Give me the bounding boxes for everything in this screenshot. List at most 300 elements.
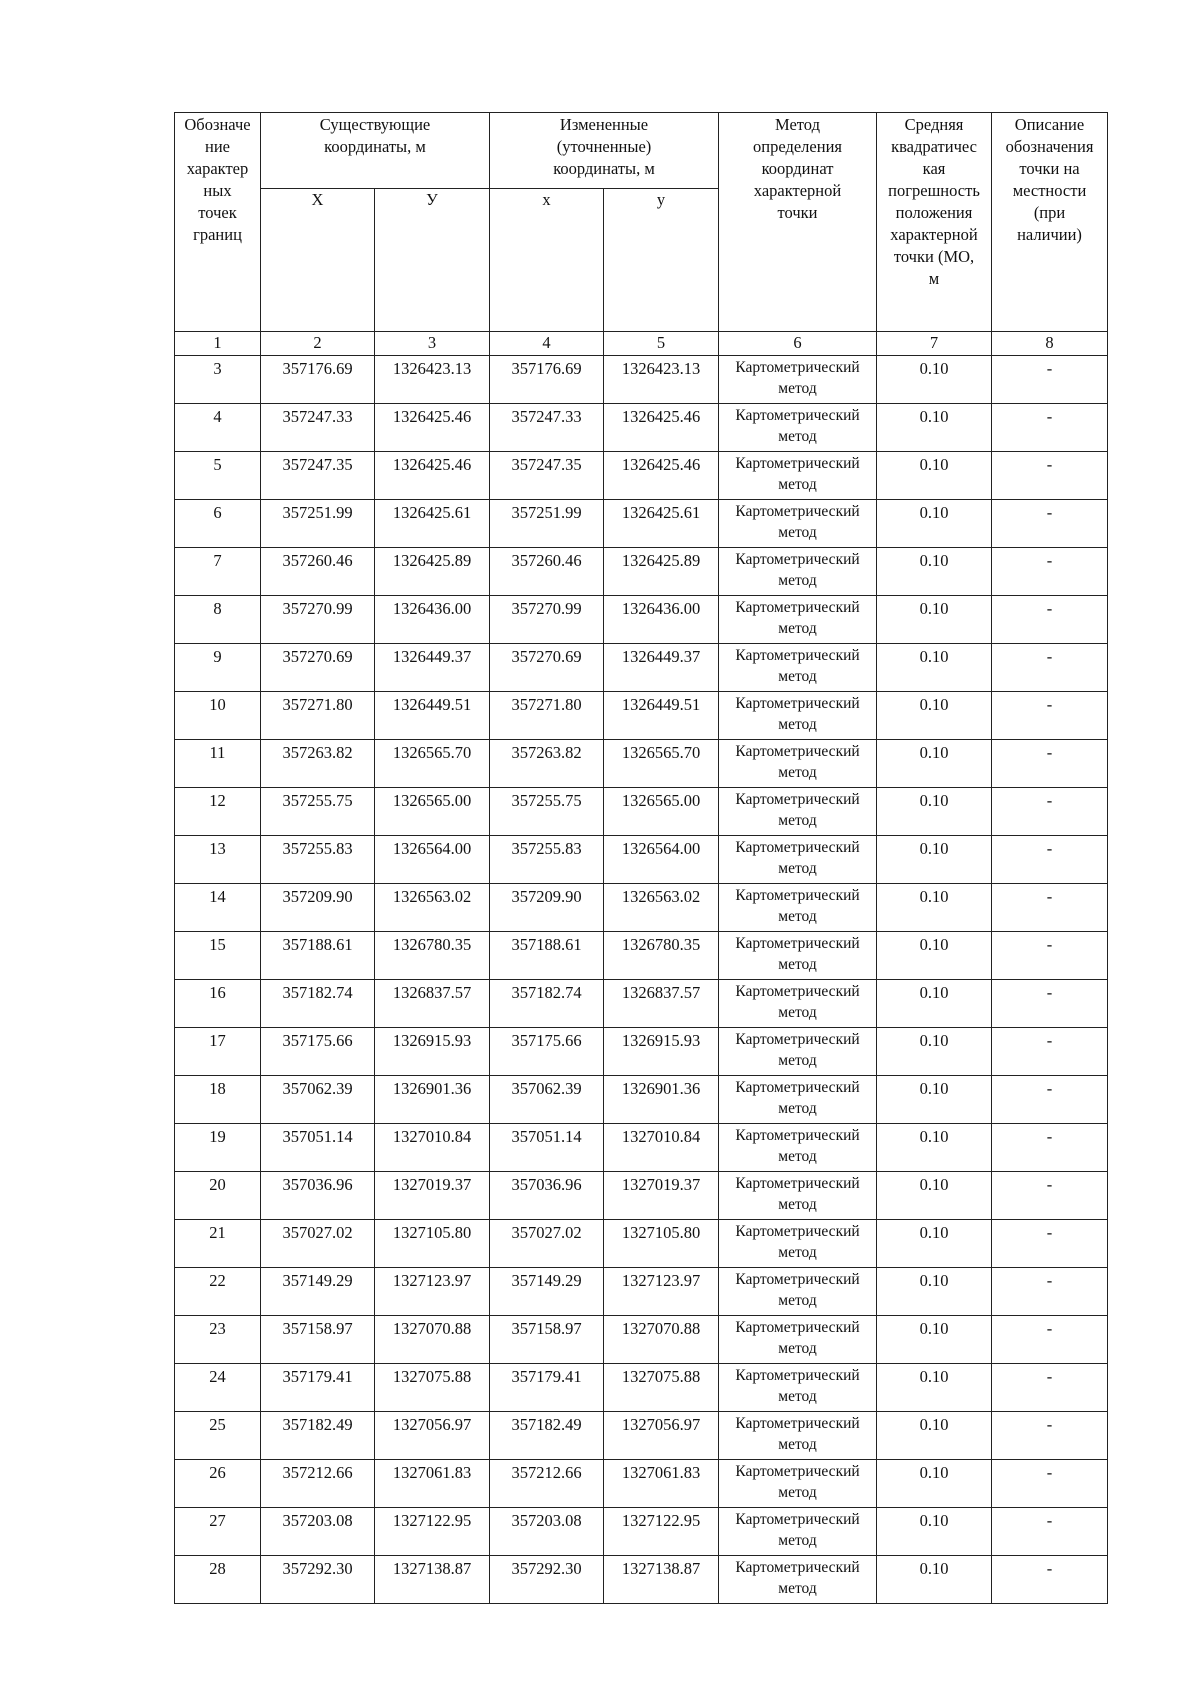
method-cell xyxy=(719,884,877,932)
changed-y-cell: 1326449.37 xyxy=(604,644,719,692)
existing-x-cell: 357260.46 xyxy=(261,548,375,596)
existing-x-cell: 357158.97 xyxy=(261,1316,375,1364)
mean-error-cell: 0.10 xyxy=(877,740,992,788)
existing-y-cell: 1326565.70 xyxy=(375,740,490,788)
table-row xyxy=(175,500,1108,548)
existing-y-cell: 1326837.57 xyxy=(375,980,490,1028)
changed-x-cell: 357270.99 xyxy=(490,596,604,644)
changed-y-cell: 1326837.57 xyxy=(604,980,719,1028)
method-line: метод xyxy=(778,1484,817,1501)
method-line: метод xyxy=(778,380,817,397)
mean-error-cell: 0.10 xyxy=(877,356,992,404)
point-number: 12 xyxy=(175,788,261,836)
changed-y-cell: 1326425.89 xyxy=(604,548,719,596)
description-cell: - xyxy=(992,1124,1108,1172)
changed-x-cell: 357176.69 xyxy=(490,356,604,404)
existing-x-cell: 357175.66 xyxy=(261,1028,375,1076)
description-cell: - xyxy=(992,1076,1108,1124)
description-cell: - xyxy=(992,452,1108,500)
mean-error-cell: 0.10 xyxy=(877,1412,992,1460)
method-line: метод xyxy=(778,812,817,829)
method-line: Картометрический xyxy=(735,599,860,616)
existing-y-cell: 1326449.51 xyxy=(375,692,490,740)
existing-x-cell: 357179.41 xyxy=(261,1364,375,1412)
existing-y-cell: 1327061.83 xyxy=(375,1460,490,1508)
table-row xyxy=(175,1172,1108,1220)
description-cell: - xyxy=(992,1364,1108,1412)
existing-y-cell: 1326425.89 xyxy=(375,548,490,596)
existing-y-cell: 1326564.00 xyxy=(375,836,490,884)
changed-y-cell: 1326915.93 xyxy=(604,1028,719,1076)
point-number: 19 xyxy=(175,1124,261,1172)
method-line: метод xyxy=(778,1388,817,1405)
mean-error-cell: 0.10 xyxy=(877,1172,992,1220)
method-line: Картометрический xyxy=(735,1031,860,1048)
existing-y-cell: 1327010.84 xyxy=(375,1124,490,1172)
method-line: метод xyxy=(778,668,817,685)
header-line: определения xyxy=(753,137,842,156)
table-row xyxy=(175,1028,1108,1076)
existing-y-cell: 1326425.46 xyxy=(375,404,490,452)
existing-x-cell: 357255.83 xyxy=(261,836,375,884)
header-line: Существующие xyxy=(319,115,431,134)
existing-x-cell: 357188.61 xyxy=(261,932,375,980)
description-cell: - xyxy=(992,1412,1108,1460)
mean-error-cell: 0.10 xyxy=(877,1364,992,1412)
point-number: 26 xyxy=(175,1460,261,1508)
changed-y-cell: 1326449.51 xyxy=(604,692,719,740)
changed-x-cell: 357179.41 xyxy=(490,1364,604,1412)
existing-y-cell: 1327138.87 xyxy=(375,1556,490,1604)
changed-y-cell: 1326565.70 xyxy=(604,740,719,788)
header-line: м xyxy=(928,269,940,288)
changed-x-cell: 357255.75 xyxy=(490,788,604,836)
table-row xyxy=(175,1556,1108,1604)
existing-y-cell: 1327122.95 xyxy=(375,1508,490,1556)
existing-x-cell: 357176.69 xyxy=(261,356,375,404)
mean-error-cell: 0.10 xyxy=(877,500,992,548)
changed-x-cell: 357247.33 xyxy=(490,404,604,452)
column-number: 6 xyxy=(719,332,877,356)
mean-error-cell: 0.10 xyxy=(877,644,992,692)
method-line: метод xyxy=(778,1196,817,1213)
method-line: Картометрический xyxy=(735,839,860,856)
changed-y-cell: 1326565.00 xyxy=(604,788,719,836)
existing-x-cell: 357247.33 xyxy=(261,404,375,452)
description-cell: - xyxy=(992,1316,1108,1364)
method-line: Картометрический xyxy=(735,1559,860,1576)
header-changed-x: х xyxy=(490,189,604,332)
table-row xyxy=(175,932,1108,980)
method-cell xyxy=(719,596,877,644)
table-row xyxy=(175,356,1108,404)
method-line: метод xyxy=(778,1292,817,1309)
table-row xyxy=(175,788,1108,836)
changed-y-cell: 1327061.83 xyxy=(604,1460,719,1508)
existing-x-cell: 357203.08 xyxy=(261,1508,375,1556)
coordinates-table xyxy=(174,112,1108,1604)
existing-y-cell: 1326563.02 xyxy=(375,884,490,932)
header-line: координат xyxy=(761,159,834,178)
description-cell: - xyxy=(992,404,1108,452)
mean-error-cell: 0.10 xyxy=(877,1124,992,1172)
existing-x-cell: 357036.96 xyxy=(261,1172,375,1220)
changed-x-cell: 357182.49 xyxy=(490,1412,604,1460)
point-number: 4 xyxy=(175,404,261,452)
method-line: Картометрический xyxy=(735,1463,860,1480)
method-line: метод xyxy=(778,1532,817,1549)
description-cell: - xyxy=(992,740,1108,788)
existing-x-cell: 357027.02 xyxy=(261,1220,375,1268)
header-line: кая xyxy=(922,159,946,178)
method-line: Картометрический xyxy=(735,1367,860,1384)
method-cell xyxy=(719,1364,877,1412)
method-cell xyxy=(719,1124,877,1172)
table-body xyxy=(175,113,1108,1604)
mean-error-cell: 0.10 xyxy=(877,1460,992,1508)
method-line: Картометрический xyxy=(735,1319,860,1336)
method-cell xyxy=(719,980,877,1028)
method-line: метод xyxy=(778,572,817,589)
point-number: 9 xyxy=(175,644,261,692)
method-cell xyxy=(719,548,877,596)
header-line: характерной xyxy=(890,225,978,244)
table-row xyxy=(175,1220,1108,1268)
changed-y-cell: 1326780.35 xyxy=(604,932,719,980)
description-cell: - xyxy=(992,1172,1108,1220)
header-line: (при xyxy=(1033,203,1066,222)
method-cell xyxy=(719,1508,877,1556)
method-line: Картометрический xyxy=(735,455,860,472)
changed-y-cell: 1326423.13 xyxy=(604,356,719,404)
method-line: метод xyxy=(778,860,817,877)
header-line: точки (МО, xyxy=(893,247,975,266)
point-number: 17 xyxy=(175,1028,261,1076)
column-number: 3 xyxy=(375,332,490,356)
point-number: 24 xyxy=(175,1364,261,1412)
mean-error-cell: 0.10 xyxy=(877,1268,992,1316)
table-row xyxy=(175,596,1108,644)
changed-x-cell: 357027.02 xyxy=(490,1220,604,1268)
point-number: 16 xyxy=(175,980,261,1028)
table-row xyxy=(175,884,1108,932)
method-line: Картометрический xyxy=(735,1079,860,1096)
existing-y-cell: 1327075.88 xyxy=(375,1364,490,1412)
method-cell xyxy=(719,1268,877,1316)
method-line: метод xyxy=(778,1244,817,1261)
method-cell xyxy=(719,1460,877,1508)
method-line: Картометрический xyxy=(735,359,860,376)
method-cell xyxy=(719,1412,877,1460)
existing-x-cell: 357270.69 xyxy=(261,644,375,692)
existing-y-cell: 1326425.46 xyxy=(375,452,490,500)
method-cell xyxy=(719,1556,877,1604)
existing-x-cell: 357062.39 xyxy=(261,1076,375,1124)
method-line: Картометрический xyxy=(735,887,860,904)
method-cell xyxy=(719,692,877,740)
method-line: Картометрический xyxy=(735,1175,860,1192)
mean-error-cell: 0.10 xyxy=(877,932,992,980)
table-row xyxy=(175,1412,1108,1460)
changed-y-cell: 1326425.46 xyxy=(604,452,719,500)
column-number: 2 xyxy=(261,332,375,356)
existing-x-cell: 357263.82 xyxy=(261,740,375,788)
changed-y-cell: 1327019.37 xyxy=(604,1172,719,1220)
existing-x-cell: 357270.99 xyxy=(261,596,375,644)
mean-error-cell: 0.10 xyxy=(877,1028,992,1076)
existing-y-cell: 1327019.37 xyxy=(375,1172,490,1220)
changed-x-cell: 357182.74 xyxy=(490,980,604,1028)
method-line: Картометрический xyxy=(735,1415,860,1432)
header-changed-coords xyxy=(490,113,719,189)
header-description xyxy=(992,113,1108,332)
method-line: метод xyxy=(778,1580,817,1597)
table-row xyxy=(175,404,1108,452)
header-line: характерной xyxy=(753,181,842,200)
existing-y-cell: 1326449.37 xyxy=(375,644,490,692)
existing-x-cell: 357209.90 xyxy=(261,884,375,932)
method-line: метод xyxy=(778,476,817,493)
point-number: 22 xyxy=(175,1268,261,1316)
description-cell: - xyxy=(992,1028,1108,1076)
method-line: метод xyxy=(778,1100,817,1117)
mean-error-cell: 0.10 xyxy=(877,596,992,644)
existing-x-cell: 357212.66 xyxy=(261,1460,375,1508)
header-line: характер xyxy=(186,159,249,178)
header-existing-coords xyxy=(261,113,490,189)
header-existing-y: У xyxy=(375,189,490,332)
changed-y-cell: 1326425.46 xyxy=(604,404,719,452)
header-line: Описание xyxy=(1014,115,1085,134)
method-line: метод xyxy=(778,1004,817,1021)
point-number: 6 xyxy=(175,500,261,548)
header-line: границ xyxy=(193,225,242,244)
existing-x-cell: 357271.80 xyxy=(261,692,375,740)
point-number: 14 xyxy=(175,884,261,932)
header-line: Обозначе xyxy=(184,115,251,134)
changed-x-cell: 357212.66 xyxy=(490,1460,604,1508)
table-row xyxy=(175,1124,1108,1172)
header-line: Средняя xyxy=(904,115,964,134)
point-number: 3 xyxy=(175,356,261,404)
mean-error-cell: 0.10 xyxy=(877,884,992,932)
existing-y-cell: 1326425.61 xyxy=(375,500,490,548)
header-line: ние xyxy=(205,137,230,156)
description-cell: - xyxy=(992,836,1108,884)
method-line: метод xyxy=(778,620,817,637)
existing-x-cell: 357149.29 xyxy=(261,1268,375,1316)
method-line: Картометрический xyxy=(735,1127,860,1144)
changed-x-cell: 357188.61 xyxy=(490,932,604,980)
point-number: 21 xyxy=(175,1220,261,1268)
header-line: точек xyxy=(198,203,237,222)
header-line: ных xyxy=(203,181,232,200)
description-cell: - xyxy=(992,1268,1108,1316)
method-line: Картометрический xyxy=(735,695,860,712)
table-row xyxy=(175,1364,1108,1412)
header-line: наличии) xyxy=(1017,225,1082,244)
changed-x-cell: 357251.99 xyxy=(490,500,604,548)
point-number: 25 xyxy=(175,1412,261,1460)
method-line: метод xyxy=(778,428,817,445)
changed-y-cell: 1326901.36 xyxy=(604,1076,719,1124)
existing-x-cell: 357251.99 xyxy=(261,500,375,548)
method-cell xyxy=(719,404,877,452)
method-cell xyxy=(719,1316,877,1364)
table-row xyxy=(175,836,1108,884)
point-number: 10 xyxy=(175,692,261,740)
header-line: координаты, м xyxy=(324,137,426,156)
table-row xyxy=(175,692,1108,740)
existing-x-cell: 357255.75 xyxy=(261,788,375,836)
header-line: точки xyxy=(777,203,818,222)
table-row xyxy=(175,980,1108,1028)
column-number: 4 xyxy=(490,332,604,356)
method-line: метод xyxy=(778,716,817,733)
mean-error-cell: 0.10 xyxy=(877,404,992,452)
point-number: 27 xyxy=(175,1508,261,1556)
method-line: Картометрический xyxy=(735,1223,860,1240)
changed-y-cell: 1327010.84 xyxy=(604,1124,719,1172)
mean-error-cell: 0.10 xyxy=(877,980,992,1028)
method-cell xyxy=(719,932,877,980)
mean-error-cell: 0.10 xyxy=(877,1508,992,1556)
header-point-designation-text xyxy=(175,113,260,246)
mean-error-cell: 0.10 xyxy=(877,692,992,740)
method-line: Картометрический xyxy=(735,935,860,952)
table-row xyxy=(175,1076,1108,1124)
changed-y-cell: 1327075.88 xyxy=(604,1364,719,1412)
method-line: метод xyxy=(778,1436,817,1453)
table-row xyxy=(175,1316,1108,1364)
method-line: метод xyxy=(778,1148,817,1165)
existing-y-cell: 1326423.13 xyxy=(375,356,490,404)
header-method xyxy=(719,113,877,332)
point-number: 23 xyxy=(175,1316,261,1364)
table-row xyxy=(175,1508,1108,1556)
existing-x-cell: 357182.74 xyxy=(261,980,375,1028)
description-cell: - xyxy=(992,500,1108,548)
column-number-row xyxy=(175,332,1108,356)
point-number: 15 xyxy=(175,932,261,980)
description-cell: - xyxy=(992,692,1108,740)
changed-y-cell: 1326425.61 xyxy=(604,500,719,548)
header-changed-y: у xyxy=(604,189,719,332)
existing-x-cell: 357292.30 xyxy=(261,1556,375,1604)
header-line: координаты, м xyxy=(553,159,655,178)
existing-y-cell: 1326565.00 xyxy=(375,788,490,836)
changed-x-cell: 357209.90 xyxy=(490,884,604,932)
method-line: Картометрический xyxy=(735,647,860,664)
method-cell xyxy=(719,740,877,788)
mean-error-cell: 0.10 xyxy=(877,1556,992,1604)
changed-x-cell: 357255.83 xyxy=(490,836,604,884)
point-number: 20 xyxy=(175,1172,261,1220)
method-line: метод xyxy=(778,1340,817,1357)
header-line: местности xyxy=(1012,181,1087,200)
method-cell xyxy=(719,1028,877,1076)
method-line: Картометрический xyxy=(735,551,860,568)
method-cell xyxy=(719,356,877,404)
method-line: Картометрический xyxy=(735,791,860,808)
table-row xyxy=(175,1460,1108,1508)
description-cell: - xyxy=(992,1460,1108,1508)
changed-y-cell: 1327105.80 xyxy=(604,1220,719,1268)
existing-y-cell: 1327123.97 xyxy=(375,1268,490,1316)
method-cell xyxy=(719,1220,877,1268)
changed-y-cell: 1326563.02 xyxy=(604,884,719,932)
header-line: квадратичес xyxy=(891,137,977,156)
changed-x-cell: 357270.69 xyxy=(490,644,604,692)
changed-y-cell: 1327070.88 xyxy=(604,1316,719,1364)
header-line: (уточненные) xyxy=(556,137,652,156)
method-line: метод xyxy=(778,956,817,973)
existing-x-cell: 357051.14 xyxy=(261,1124,375,1172)
changed-x-cell: 357062.39 xyxy=(490,1076,604,1124)
point-number: 18 xyxy=(175,1076,261,1124)
method-cell xyxy=(719,500,877,548)
existing-y-cell: 1327105.80 xyxy=(375,1220,490,1268)
changed-x-cell: 357158.97 xyxy=(490,1316,604,1364)
changed-x-cell: 357036.96 xyxy=(490,1172,604,1220)
header-line: точки на xyxy=(1019,159,1080,178)
point-number: 28 xyxy=(175,1556,261,1604)
table-row xyxy=(175,740,1108,788)
point-number: 5 xyxy=(175,452,261,500)
mean-error-cell: 0.10 xyxy=(877,452,992,500)
column-number: 8 xyxy=(992,332,1108,356)
existing-y-cell: 1327070.88 xyxy=(375,1316,490,1364)
changed-x-cell: 357175.66 xyxy=(490,1028,604,1076)
changed-y-cell: 1327123.97 xyxy=(604,1268,719,1316)
method-cell xyxy=(719,452,877,500)
header-line: Измененные xyxy=(559,115,649,134)
method-cell xyxy=(719,1172,877,1220)
description-cell: - xyxy=(992,1556,1108,1604)
table-row xyxy=(175,1268,1108,1316)
existing-x-cell: 357247.35 xyxy=(261,452,375,500)
description-cell: - xyxy=(992,644,1108,692)
changed-y-cell: 1327056.97 xyxy=(604,1412,719,1460)
description-cell: - xyxy=(992,596,1108,644)
changed-x-cell: 357051.14 xyxy=(490,1124,604,1172)
existing-y-cell: 1326901.36 xyxy=(375,1076,490,1124)
existing-y-cell: 1326436.00 xyxy=(375,596,490,644)
method-line: Картометрический xyxy=(735,743,860,760)
changed-y-cell: 1326436.00 xyxy=(604,596,719,644)
changed-x-cell: 357149.29 xyxy=(490,1268,604,1316)
description-cell: - xyxy=(992,932,1108,980)
existing-y-cell: 1326780.35 xyxy=(375,932,490,980)
method-line: Картометрический xyxy=(735,407,860,424)
header-line: Метод xyxy=(775,115,820,134)
column-number: 1 xyxy=(175,332,261,356)
column-number: 7 xyxy=(877,332,992,356)
method-cell xyxy=(719,836,877,884)
table-row xyxy=(175,548,1108,596)
description-cell: - xyxy=(992,980,1108,1028)
existing-x-cell: 357182.49 xyxy=(261,1412,375,1460)
description-cell: - xyxy=(992,884,1108,932)
header-existing-x: Х xyxy=(261,189,375,332)
changed-y-cell: 1327138.87 xyxy=(604,1556,719,1604)
mean-error-cell: 0.10 xyxy=(877,788,992,836)
header-line: погрешность xyxy=(888,181,980,200)
mean-error-cell: 0.10 xyxy=(877,548,992,596)
changed-x-cell: 357271.80 xyxy=(490,692,604,740)
changed-y-cell: 1326564.00 xyxy=(604,836,719,884)
mean-error-cell: 0.10 xyxy=(877,1316,992,1364)
